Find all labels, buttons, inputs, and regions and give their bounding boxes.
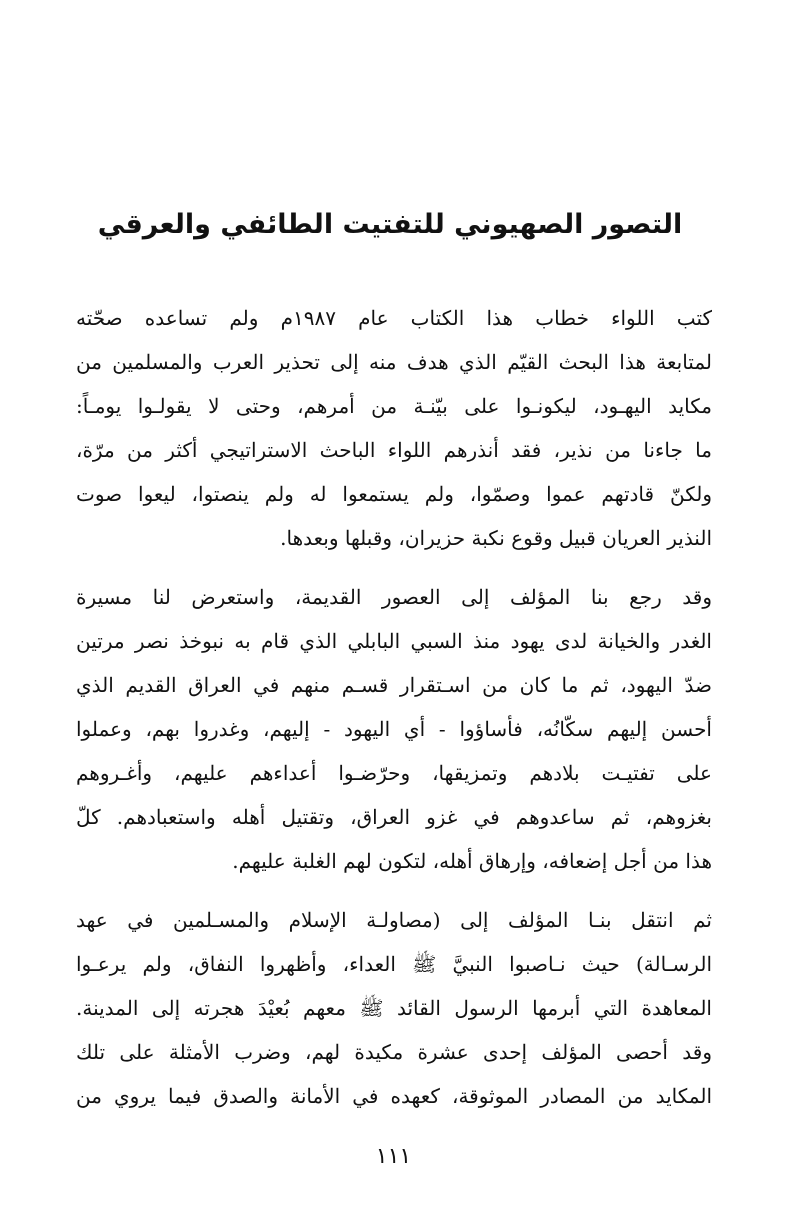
text-line: أحسن إليهم سكّانُه، فأساؤوا - أي اليهود - إليهم، وغدروا بهم، وعملوا	[76, 717, 712, 741]
page-number: ١١١	[375, 1144, 412, 1169]
text-line: المعاهدة التي أبرمها الرسول القائد ﷺ معهم بُعيْدَ هجرته إلى المدينة.	[76, 996, 712, 1020]
text-line: ضدّ اليهود، ثم ما كان من اسـتقرار قسـم منهم في العراق القديم الذي	[76, 673, 712, 697]
text-line: الرسـالة) حيث نـاصبوا النبيَّ ﷺ العداء، وأظهروا النفاق، ولم يرعـوا	[76, 952, 712, 976]
text-line: على تفتيـت بلادهم وتمزيقها، وحرّضـوا أعداءهم عليهم، وأغـروهم	[76, 761, 712, 785]
text-line: بغزوهم، ثم ساعدوهم في غزو العراق، وتقتيل أهله واستعبادهم. كلّ	[76, 805, 712, 829]
text-line: الغدر والخيانة لدى يهود منذ السبي البابلي الذي قام به نبوخذ نصر مرتين	[76, 629, 712, 653]
text-line: مكايد اليهـود، ليكونـوا على بيّنـة من أمرهم، وحتى لا يقولـوا يومـاً:	[76, 394, 712, 418]
text-line: النذير العريان قبيل وقوع نكبة حزيران، وقبلها وبعدها.	[280, 526, 712, 550]
body-text	[76, 296, 712, 1118]
text-line: المكايد من المصادر الموثوقة، كعهده في الأمانة والصدق فيما يروي من	[76, 1084, 712, 1108]
paragraph-1	[76, 296, 712, 560]
text-line: هذا من أجل إضعافه، وإرهاق أهله، لتكون لهم الغلبة عليهم.	[232, 849, 712, 873]
text-line: لمتابعة هذا البحث القيّم الذي هدف منه إلى تحذير العرب والمسلمين من	[76, 350, 712, 374]
text-line: ولكنّ قادتهم عموا وصمّوا، ولم يستمعوا له ولم ينصتوا، ليعوا صوت	[76, 482, 712, 506]
paragraph-2	[76, 575, 712, 883]
text-line: وقد أحصى المؤلف إحدى عشرة مكيدة لهم، وضرب الأمثلة على تلك	[76, 1040, 712, 1064]
text-line: كتب اللواء خطاب هذا الكتاب عام ١٩٨٧م ولم تساعده صحّته	[76, 306, 712, 330]
text-line: ما جاءنا من نذير، فقد أنذرهم اللواء الباحث الاستراتيجي أكثر من مرّة،	[76, 438, 712, 462]
chapter-title: التصور الصهيوني للتفتيت الطائفي والعرقي	[97, 209, 683, 240]
text-line: وقد رجع بنا المؤلف إلى العصور القديمة، واستعرض لنا مسيرة	[76, 585, 712, 609]
paragraph-3	[76, 898, 712, 1118]
text-line: ثم انتقل بنـا المؤلف إلى (مصاولـة الإسلام والمسـلمين في عهد	[76, 908, 712, 932]
